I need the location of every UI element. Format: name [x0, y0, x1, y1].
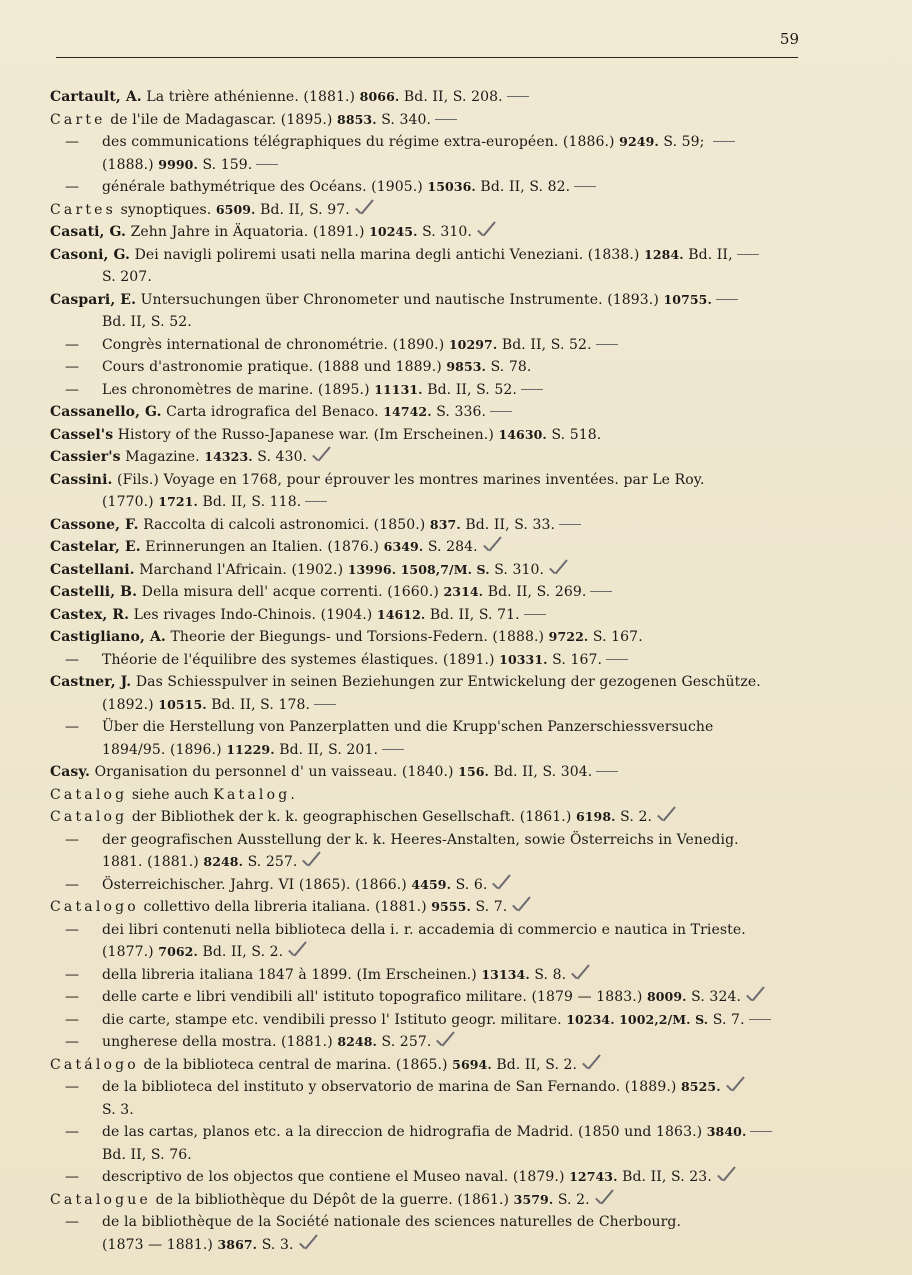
entry-title: ungherese della mostra. (1881.)	[102, 1034, 338, 1050]
catalog-entry	[0, 761, 912, 784]
sub-entry-dash: —	[65, 719, 80, 735]
entry-title: Carta idrografica del Benaco.	[166, 404, 384, 420]
entry-reference: .	[290, 786, 295, 803]
catalog-entry	[0, 379, 912, 402]
entry-reference: S. 7.	[708, 1011, 745, 1028]
entry-shelf-number: 9722.	[548, 629, 589, 644]
entry-shelf-number: 3867.	[217, 1236, 258, 1252]
entry-title: siehe auch	[127, 786, 214, 803]
dash-annotation	[737, 254, 759, 256]
entry-shelf-number: 10245.	[369, 224, 418, 239]
checkmark-annotation	[491, 878, 511, 892]
entry-continuation	[65, 1099, 800, 1122]
entry-title: Das Schiesspulver in seinen Beziehungen zur Entwickelung der gezogenen Geschütze.	[135, 674, 761, 690]
catalog-entry	[0, 244, 912, 289]
entry-shelf-number: 10331.	[499, 651, 548, 667]
entry-title: Cours d'astronomie pratique. (1888 und 1889.)	[102, 359, 447, 375]
entry-author: Castelli, B.	[50, 584, 138, 600]
entry-title: Österreichischer. Jahrg. VI (1865). (1866.)	[102, 876, 412, 893]
entry-title: de l'ile de Madagascar. (1895.)	[105, 111, 338, 128]
sub-entry-dash: —	[65, 651, 80, 668]
entry-author: Caspari, E.	[50, 291, 137, 308]
catalog-entry	[0, 1166, 912, 1189]
entry-reference: Bd. II, S. 97.	[255, 201, 350, 218]
entry-shelf-number: 10515.	[158, 696, 207, 712]
entry-title: descriptivo de los objectos que contiene el Museo naval. (1879.)	[102, 1169, 570, 1185]
entry-continuation-text: (1873 — 1881.)	[102, 1236, 218, 1253]
entry-title: Théorie de l'équilibre des systemes élastiques. (1891.)	[102, 651, 500, 668]
catalog-entry	[0, 784, 912, 807]
dash-annotation	[596, 344, 618, 346]
checkmark-annotation	[311, 450, 331, 464]
entry-reference: S. 324.	[686, 989, 742, 1005]
catalog-entry	[0, 1009, 912, 1032]
catalog-entry	[0, 401, 912, 424]
catalog-entry	[0, 199, 912, 222]
entry-shelf-number: 6349.	[383, 539, 424, 554]
entry-title: Congrès international de chronométrie. (1890.)	[102, 336, 449, 353]
catalog-entry	[0, 1189, 912, 1212]
entry-reference: S. 167.	[547, 651, 603, 668]
sub-entry-dash: —	[65, 966, 80, 983]
entry-title: Zehn Jahre in Äquatoria. (1891.)	[130, 224, 370, 240]
entry-continuation-text: (1888.)	[102, 156, 159, 173]
entry-title: Les chronomètres de marine. (1895.)	[102, 381, 375, 398]
entry-author: Cassier's	[50, 449, 121, 465]
dash-annotation	[559, 524, 581, 526]
entry-continuation	[65, 851, 800, 874]
entry-title: der geografischen Ausstellung der k. k. Heeres-Anstalten, sowie Österreichs in Venedig.	[102, 831, 739, 848]
dash-annotation	[606, 659, 628, 661]
entry-reference: S. 3.	[257, 1236, 294, 1253]
entry-shelf-number: 12743.	[569, 1169, 618, 1184]
catalog-entry	[0, 1076, 912, 1121]
entry-reference: Bd. II, S. 82.	[475, 179, 571, 195]
entry-reference: Bd. II, S. 2.	[491, 1056, 578, 1073]
checkmark-annotation	[511, 900, 531, 914]
entry-shelf-number: 2314.	[443, 584, 484, 599]
entry-title: der Bibliothek der k. k. geographischen Gesellschaft. (1861.)	[127, 809, 576, 825]
entry-reference: S. 78.	[486, 359, 532, 375]
sub-entry-dash: —	[65, 989, 80, 1005]
dash-annotation	[596, 771, 618, 773]
entry-shelf-number: 9555.	[431, 899, 471, 914]
entry-reference: Bd. II, S. 33.	[460, 516, 556, 533]
entry-shelf-number: 8853.	[337, 111, 377, 127]
entry-reference: Bd. II, S. 201.	[274, 741, 378, 758]
entry-shelf-number: 3579.	[513, 1191, 554, 1207]
entry-shelf-number: 11229.	[226, 741, 275, 757]
dash-annotation	[590, 591, 612, 593]
checkmark-annotation	[298, 1238, 318, 1252]
entry-continuation	[65, 154, 800, 177]
entry-continuation	[50, 694, 800, 717]
entry-shelf-number: 14323.	[204, 449, 253, 464]
entry-title: Marchand l'Africain. (1902.)	[139, 561, 348, 578]
entry-reference: Bd. II, S. 71.	[425, 606, 520, 623]
entry-keyword: Catálogo	[50, 1056, 139, 1073]
entry-title: Dei navigli poliremi usati nella marina degli antichi Veneziani. (1838.)	[134, 246, 645, 263]
catalog-entry	[0, 356, 912, 379]
entry-author: Castellani.	[50, 561, 135, 578]
entry-shelf-number: 8066.	[359, 89, 400, 104]
entry-keyword: Catalogo	[50, 899, 139, 915]
catalog-entry	[0, 221, 912, 244]
dash-annotation	[382, 749, 404, 751]
catalog-entry	[0, 1211, 912, 1256]
entry-title: die carte, stampe etc. vendibili presso l' Istituto geogr. militare.	[102, 1011, 567, 1028]
entry-author: Castex, R.	[50, 606, 130, 623]
entry-shelf-number: 14612.	[376, 606, 426, 622]
entry-title: collettivo della libreria italiana. (1881.)	[138, 899, 432, 915]
dash-annotation	[521, 389, 543, 391]
catalog-entry	[0, 514, 912, 537]
entry-author: Casoni, G.	[50, 246, 131, 263]
catalog-entry	[0, 919, 912, 964]
entry-title: Raccolta di calcoli astronomici. (1850.)	[143, 516, 430, 533]
entry-reference: S. 2.	[553, 1191, 590, 1208]
entry-title: Theorie der Biegungs- und Torsions-Federn. (1888.)	[170, 629, 549, 645]
entry-shelf-number: 8009.	[646, 989, 687, 1004]
catalog-entry	[0, 176, 912, 199]
sub-entry-dash: —	[65, 1124, 80, 1140]
entry-shelf-number: 4459.	[411, 876, 452, 892]
entry-title: de la bibliothèque du Dépôt de la guerre. (1861.)	[151, 1191, 514, 1208]
entry-shelf-number: 8525.	[681, 1079, 721, 1094]
checkmark-annotation	[287, 945, 307, 959]
checkmark-annotation	[716, 1170, 736, 1184]
entry-title: La trière athénienne. (1881.)	[146, 89, 360, 105]
catalog-entry	[0, 109, 912, 132]
entry-title: (Fils.) Voyage en 1768, pour éprouver les montres marines inventées. par Le Roy.	[117, 471, 705, 488]
entry-shelf-number: 9249.	[619, 134, 659, 149]
entry-reference: Bd. II, S. 52.	[497, 336, 592, 353]
sub-entry-dash: —	[65, 921, 80, 938]
dash-annotation	[524, 614, 546, 616]
checkmark-annotation	[570, 968, 590, 982]
entry-continuation-text: (1770.)	[102, 494, 159, 510]
entry-shelf-number: 8248.	[337, 1034, 377, 1049]
entry-keyword: Katalog	[213, 786, 291, 803]
entry-list	[0, 86, 912, 1256]
entry-shelf-number: 7062.	[158, 944, 198, 959]
entry-continuation-text: 1881. (1881.)	[102, 854, 204, 870]
entry-continuation	[65, 1234, 800, 1257]
entry-title: générale bathymétrique des Océans. (1905.)	[102, 179, 428, 195]
entry-title: Erinnerungen an Italien. (1876.)	[145, 539, 384, 555]
sub-entry-dash: —	[65, 336, 80, 353]
entry-title: de las cartas, planos etc. a la direccion de hidrografia de Madrid. (1850 und 1863.)	[102, 1124, 707, 1140]
sub-entry-dash: —	[65, 1214, 80, 1230]
entry-keyword: Catalog	[50, 809, 128, 825]
entry-shelf-number: 10755.	[663, 291, 712, 307]
entry-continuation	[65, 739, 800, 762]
checkmark-annotation	[745, 990, 765, 1004]
entry-reference: Bd. II,	[683, 246, 733, 263]
entry-author: Castigliano, A.	[50, 629, 166, 645]
entry-shelf-number: 10234. 1002,2/M. S.	[566, 1011, 709, 1027]
catalog-entry	[0, 649, 912, 672]
dash-annotation	[716, 299, 738, 301]
catalog-entry	[0, 806, 912, 829]
catalog-entry	[0, 1054, 912, 1077]
entry-title: della libreria italiana 1847 à 1899. (Im Erscheinen.)	[102, 966, 482, 983]
entry-continuation	[50, 266, 800, 289]
catalog-entry	[0, 86, 912, 109]
entry-continuation-text: (1892.)	[102, 696, 159, 713]
entry-continuation	[50, 491, 800, 514]
sub-entry-dash: —	[65, 1079, 80, 1095]
catalog-entry	[0, 626, 912, 649]
entry-keyword: Carte	[50, 111, 106, 128]
entry-reference: S. 8.	[529, 966, 567, 983]
catalog-entry	[0, 829, 912, 874]
dash-annotation	[435, 119, 457, 121]
entry-shelf-number: 11131.	[374, 381, 423, 397]
dash-annotation	[713, 141, 735, 143]
entry-author: Cassanello, G.	[50, 404, 162, 420]
entry-title: de la bibliothèque de la Société nationale des sciences naturelles de Cherbourg.	[102, 1214, 682, 1230]
entry-reference: Bd. II, S. 178.	[206, 696, 311, 713]
entry-reference: S. 257.	[243, 854, 298, 870]
catalog-entry	[0, 131, 912, 176]
entry-shelf-number: 15036.	[427, 179, 476, 194]
entry-shelf-number: 14742.	[383, 404, 432, 419]
checkmark-annotation	[482, 540, 502, 554]
entry-title: synoptiques.	[116, 201, 216, 218]
entry-reference: S. 310.	[417, 224, 472, 240]
entry-continuation-text: Bd. II, S. 52.	[102, 314, 192, 330]
entry-reference: S. 159.	[197, 156, 253, 173]
entry-keyword: Catalog	[50, 786, 128, 803]
checkmark-annotation	[301, 855, 321, 869]
entry-reference: Bd. II, S. 23.	[617, 1169, 712, 1185]
catalog-entry	[0, 1031, 912, 1054]
entry-author: Cassini.	[50, 471, 113, 488]
entry-title: Della misura dell' acque correnti. (1660.)	[141, 584, 444, 600]
entry-keyword: Cartes	[50, 201, 117, 218]
catalog-entry	[0, 986, 912, 1009]
entry-author: Cassone, F.	[50, 516, 139, 533]
catalog-entry	[0, 671, 912, 716]
checkmark-annotation	[548, 563, 568, 577]
entry-shelf-number: 14630.	[498, 426, 547, 442]
sub-entry-dash: —	[65, 831, 80, 848]
entry-shelf-number: 8248.	[203, 854, 244, 869]
entry-reference: Bd. II, S. 269.	[483, 584, 587, 600]
dash-annotation	[750, 1131, 772, 1133]
entry-continuation	[65, 941, 800, 964]
entry-author: Casati, G.	[50, 224, 127, 240]
entry-reference: S. 340.	[376, 111, 432, 128]
checkmark-annotation	[594, 1193, 614, 1207]
entry-shelf-number: 3840.	[706, 1124, 747, 1139]
catalog-entry	[0, 559, 912, 582]
catalog-entry	[0, 536, 912, 559]
entry-shelf-number: 9990.	[158, 156, 198, 172]
checkmark-annotation	[354, 203, 374, 217]
entry-shelf-number: 13996. 1508,7/M. S.	[347, 561, 490, 577]
entry-shelf-number: 9853.	[446, 359, 487, 374]
entry-reference: Bd. II, S. 304.	[489, 764, 593, 780]
entry-shelf-number: 13134.	[481, 966, 530, 982]
entry-continuation-text: Bd. II, S. 76.	[102, 1146, 192, 1163]
catalog-entry	[0, 604, 912, 627]
entry-shelf-number: 1721.	[158, 494, 198, 509]
checkmark-annotation	[656, 810, 676, 824]
entry-shelf-number: 156.	[458, 764, 490, 779]
catalog-entry	[0, 469, 912, 514]
entry-continuation	[50, 311, 800, 334]
sub-entry-dash: —	[65, 179, 80, 195]
entry-title: de la biblioteca del instituto y observatorio de marina de San Fernando. (1889.)	[102, 1079, 681, 1095]
entry-shelf-number: 837.	[429, 516, 461, 532]
entry-author: Casy.	[50, 764, 90, 780]
entry-reference: Bd. II, S. 52.	[422, 381, 517, 398]
sub-entry-dash: —	[65, 134, 80, 150]
catalog-entry	[0, 334, 912, 357]
entry-title: de la biblioteca central de marina. (1865.)	[138, 1056, 453, 1073]
entry-title: dei libri contenuti nella biblioteca della i. r. accademia di commercio e nautica in Trieste.	[102, 921, 746, 938]
catalog-entry	[0, 424, 912, 447]
entry-author: Cartault, A.	[50, 89, 142, 105]
sub-entry-dash: —	[65, 381, 80, 398]
sub-entry-dash: —	[65, 1011, 80, 1028]
entry-title: History of the Russo-Japanese war. (Im Erscheinen.)	[117, 426, 499, 443]
entry-reference: S. 430.	[252, 449, 308, 465]
entry-title: Les rivages Indo-Chinois. (1904.)	[133, 606, 377, 623]
dash-annotation	[574, 186, 596, 188]
entry-reference: Bd. II, S. 2.	[197, 944, 284, 960]
checkmark-annotation	[581, 1058, 601, 1072]
entry-shelf-number: 10297.	[448, 336, 498, 352]
entry-reference: S. 2.	[615, 809, 653, 825]
sub-entry-dash: —	[65, 876, 80, 893]
dash-annotation	[490, 411, 512, 413]
entry-shelf-number: 6509.	[215, 201, 256, 217]
entry-reference: S. 310.	[489, 561, 545, 578]
entry-continuation-text: S. 207.	[102, 269, 152, 285]
dash-annotation	[314, 704, 336, 706]
entry-reference: Bd. II, S. 118.	[197, 494, 302, 510]
dash-annotation	[507, 96, 529, 98]
sub-entry-dash: —	[65, 359, 80, 375]
header-rule	[56, 57, 798, 58]
entry-title: Untersuchungen über Chronometer und nautische Instrumente. (1893.)	[140, 291, 664, 308]
entry-keyword: Catalogue	[50, 1191, 152, 1208]
entry-reference: Bd. II, S. 208.	[399, 89, 503, 105]
dash-annotation	[305, 501, 327, 503]
catalog-entry	[0, 581, 912, 604]
entry-shelf-number: 1284.	[644, 246, 684, 262]
entry-continuation-text: (1877.)	[102, 944, 159, 960]
catalog-entry	[0, 964, 912, 987]
entry-author: Cassel's	[50, 426, 114, 443]
entry-reference: S. 59;	[658, 134, 710, 150]
catalog-entry	[0, 1121, 912, 1166]
dash-annotation	[749, 1019, 771, 1021]
sub-entry-dash: —	[65, 1034, 80, 1050]
catalog-entry	[0, 874, 912, 897]
catalog-entry	[0, 289, 912, 334]
entry-shelf-number: 5694.	[452, 1056, 492, 1072]
catalog-entry	[0, 716, 912, 761]
entry-shelf-number: 6198.	[575, 809, 616, 824]
entry-title: des communications télégraphiques du régime extra-européen. (1886.)	[102, 134, 620, 150]
entry-title: Über die Herstellung von Panzerplatten und die Krupp'schen Panzerschiessversuche	[102, 719, 714, 735]
dash-annotation	[256, 164, 278, 166]
page-number: 59	[779, 30, 799, 48]
entry-continuation-text: 1894/95. (1896.)	[102, 741, 227, 758]
sub-entry-dash: —	[65, 1169, 80, 1185]
entry-title: Magazine.	[125, 449, 205, 465]
entry-title: Organisation du personnel d' un vaisseau. (1840.)	[94, 764, 459, 780]
catalog-entry	[0, 896, 912, 919]
entry-reference: S. 167.	[588, 629, 643, 645]
entry-title: delle carte e libri vendibili all' istituto topografico militare. (1879 — 1883.)	[102, 989, 647, 1005]
catalog-entry	[0, 446, 912, 469]
checkmark-annotation	[476, 225, 496, 239]
checkmark-annotation	[435, 1035, 455, 1049]
entry-reference: S. 518.	[546, 426, 602, 443]
entry-reference: S. 6.	[451, 876, 488, 893]
entry-continuation-text: S. 3.	[102, 1101, 134, 1118]
entry-continuation	[65, 1144, 800, 1167]
entry-author: Castelar, E.	[50, 539, 141, 555]
entry-reference: S. 257.	[376, 1034, 432, 1050]
entry-reference: S. 284.	[423, 539, 478, 555]
entry-reference: S. 336.	[431, 404, 487, 420]
entry-author: Castner, J.	[50, 674, 132, 690]
checkmark-annotation	[725, 1080, 745, 1094]
entry-reference: S. 7.	[470, 899, 508, 915]
